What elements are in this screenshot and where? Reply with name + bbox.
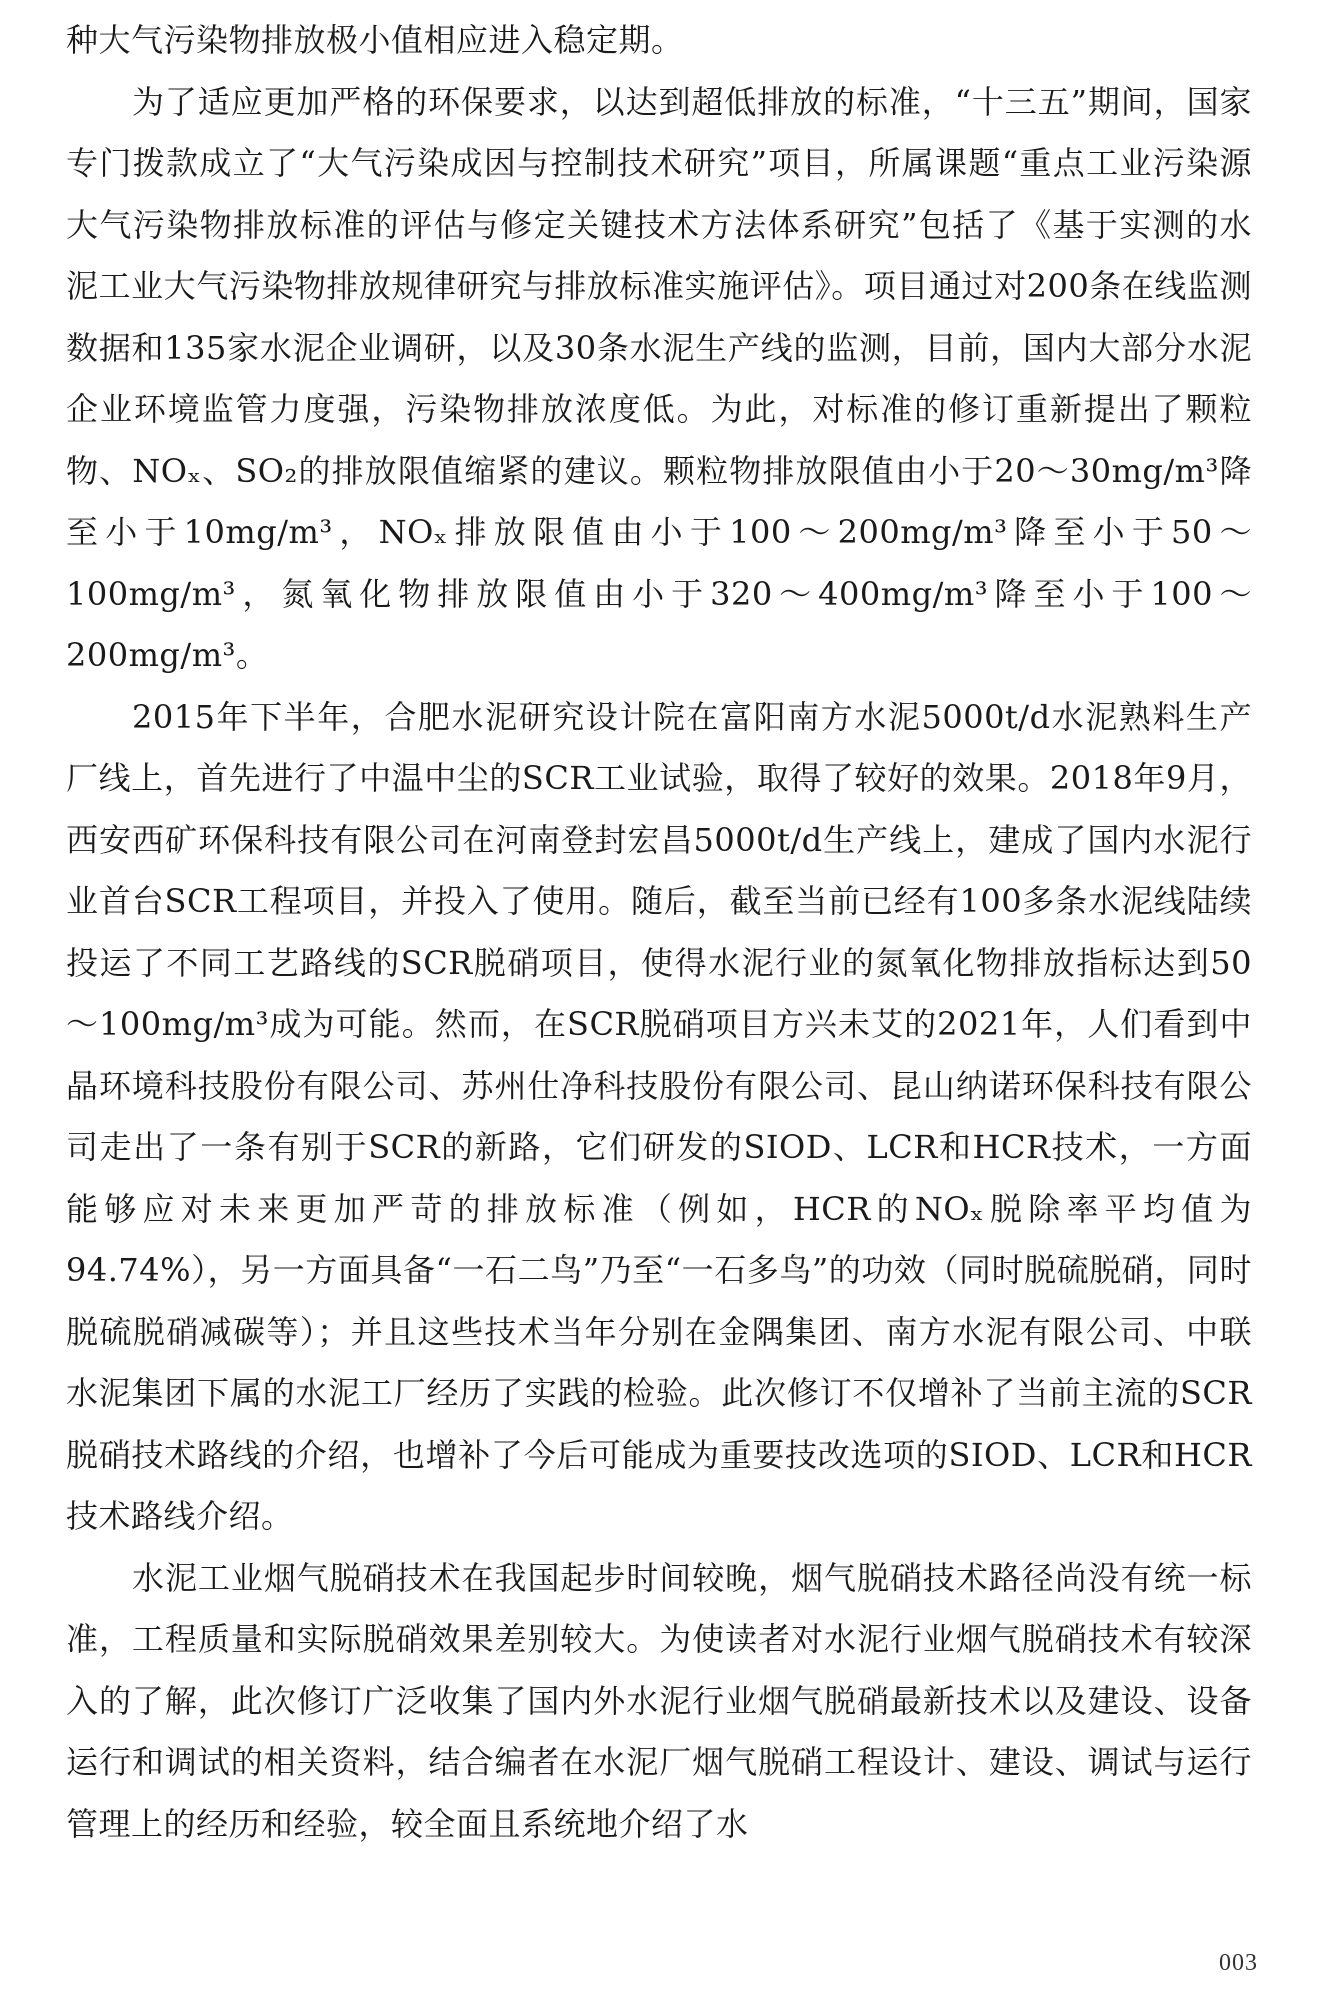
body-text [66, 10, 1252, 1855]
paragraph-continuation: 种大气污染物排放极小值相应进入稳定期。 [66, 21, 684, 59]
paragraph-revision-purpose: 水泥工业烟气脱硝技术在我国起步时间较晚，烟气脱硝技术路径尚没有统一标准，工程质量和实际脱硝效果差别较大。为使读者对水泥行业烟气脱硝技术有较深入的了解，此次修订广泛收集了国内外水泥行业烟气脱硝最新技术以及建设、设备运行和调试的相关资料，结合编者在水泥厂烟气脱硝工程设计、建设、调试与运行管理上的经历和经验，较全面且系统地介绍了水 [66, 1558, 1252, 1843]
page-number: 003 [1219, 1950, 1258, 1976]
paragraph-scr-history: 2015年下半年，合肥水泥研究设计院在富阳南方水泥5000t/d水泥熟料生产厂线上，首先进行了中温中尘的SCR工业试验，取得了较好的效果。2018年9月，西安西矿环保科技有限公司在河南登封宏昌5000t/d生产线上，建成了国内水泥行业首台SCR工程项目，并投入了使用。随后，截至当前已经有100多条水泥线陆续投运了不同工艺路线的SCR脱硝项目，使得水泥行业的氮氧化物排放指标达到50～100mg/m³成为可能。然而，在SCR脱硝项目方兴未艾的2021年，人们看到中晶环境科技股份有限公司、苏州仕净科技股份有限公司、昆山纳诺环保科技有限公司走出了一条有别于SCR的新路，它们研发的SIOD、LCR和HCR技术，一方面能够应对未来更加严苛的排放标准（例如，HCR的NOₓ脱除率平均值为94.74%），另一方面具备“一石二鸟”乃至“一石多鸟”的功效（同时脱硫脱硝，同时脱硫脱硝减碳等）；并且这些技术当年分别在金隅集团、南方水泥有限公司、中联水泥集团下属的水泥工厂经历了实践的检验。此次修订不仅增补了当前主流的SCR脱硝技术路线的介绍，也增补了今后可能成为重要技改选项的SIOD、LCR和HCR技术路线介绍。 [66, 697, 1252, 1535]
paragraph-emission-standards: 为了适应更加严格的环保要求，以达到超低排放的标准，“十三五”期间，国家专门拨款成立了“大气污染成因与控制技术研究”项目，所属课题“重点工业污染源大气污染物排放标准的评估与修定关键技术方法体系研究”包括了《基于实测的水泥工业大气污染物排放规律研究与排放标准实施评估》。项目通过对200条在线监测数据和135家水泥企业调研，以及30条水泥生产线的监测，目前，国内大部分水泥企业环境监管力度强，污染物排放浓度低。为此，对标准的修订重新提出了颗粒物、NOₓ、SO₂的排放限值缩紧的建议。颗粒物排放限值由小于20～30mg/m³降至小于10mg/m³，NOₓ排放限值由小于100～200mg/m³降至小于50～100mg/m³，氮氧化物排放限值由小于320～400mg/m³降至小于100～200mg/m³。 [66, 82, 1252, 674]
